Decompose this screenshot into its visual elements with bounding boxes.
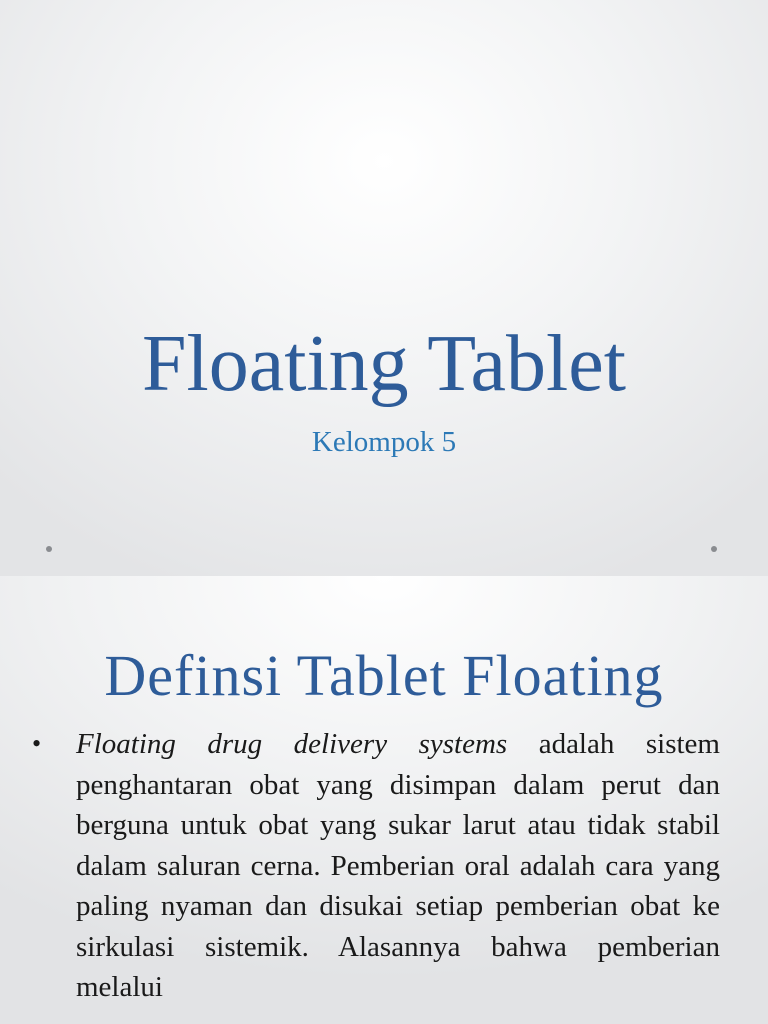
slide-title: Floating Tablet bbox=[142, 320, 626, 408]
bullet-item bbox=[30, 724, 720, 1008]
bullet-list bbox=[30, 724, 720, 1008]
right-dot-ornament bbox=[711, 546, 717, 552]
slide-subtitle: Kelompok 5 bbox=[311, 426, 457, 458]
bullet-icon: • bbox=[32, 729, 42, 758]
bullet-italic-lead: Floating drug delivery systems bbox=[76, 728, 508, 760]
section-title: Definsi Tablet Floating bbox=[104, 643, 664, 708]
left-dot-ornament bbox=[46, 546, 52, 552]
bullet-text: adalah sistem penghantaran obat yang disimpan dalam perut dan berguna untuk obat yang sukar larut atau tidak stabil dalam saluran cerna. Pemberian oral adalah cara yang paling nyaman dan disukai setiap pemberian obat ke sirkulasi sistemik. Alasannya bahwa pemberian melalui bbox=[76, 728, 720, 1003]
content-slide bbox=[0, 576, 768, 1024]
